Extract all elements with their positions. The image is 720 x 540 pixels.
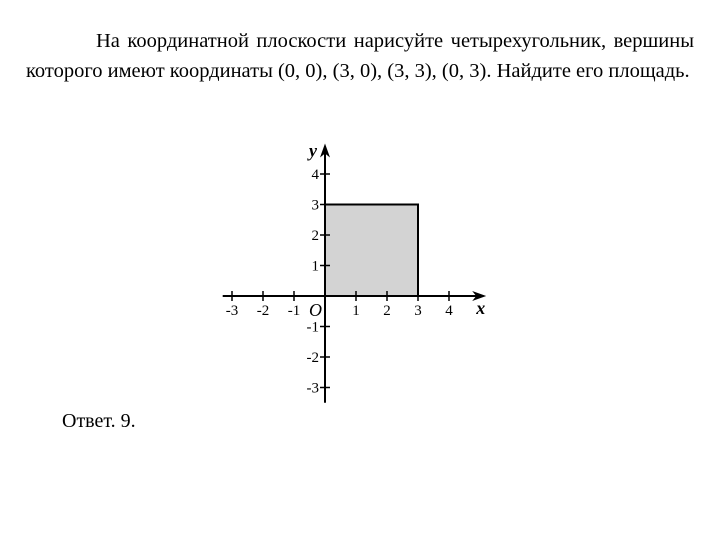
coordinate-plane-figure (215, 140, 505, 410)
y-tick-label: 2 (311, 228, 319, 244)
x-tick-label: 3 (414, 303, 422, 319)
y-tick-label: -1 (306, 319, 319, 336)
y-axis-label: y (309, 140, 317, 161)
coordinate-plane (215, 140, 505, 405)
x-tick-label: 2 (383, 303, 391, 319)
x-tick-label: 4 (445, 303, 453, 319)
x-tick-label: -3 (225, 303, 239, 319)
x-tick-label: -2 (256, 303, 270, 319)
problem-text: На координатной плоскости нарисуйте четырехугольник, вершины которого имеют координаты (0, 0), (3, 0), (3, 3), (0, 3). Найдите его площадь. (26, 30, 694, 82)
x-tick-label: 1 (352, 303, 360, 319)
y-tick-label: -3 (306, 380, 319, 397)
origin-label: O (309, 300, 322, 320)
problem-statement (26, 26, 694, 86)
y-tick-label: -2 (306, 350, 319, 366)
x-axis-label: x (476, 298, 486, 318)
shaded-quadrilateral (325, 205, 418, 297)
y-tick-label: 3 (311, 197, 319, 214)
answer: Ответ. 9. (62, 410, 136, 432)
y-tick-label: 4 (311, 167, 319, 183)
y-tick-label: 1 (311, 258, 319, 275)
x-tick-label: -1 (287, 303, 301, 319)
